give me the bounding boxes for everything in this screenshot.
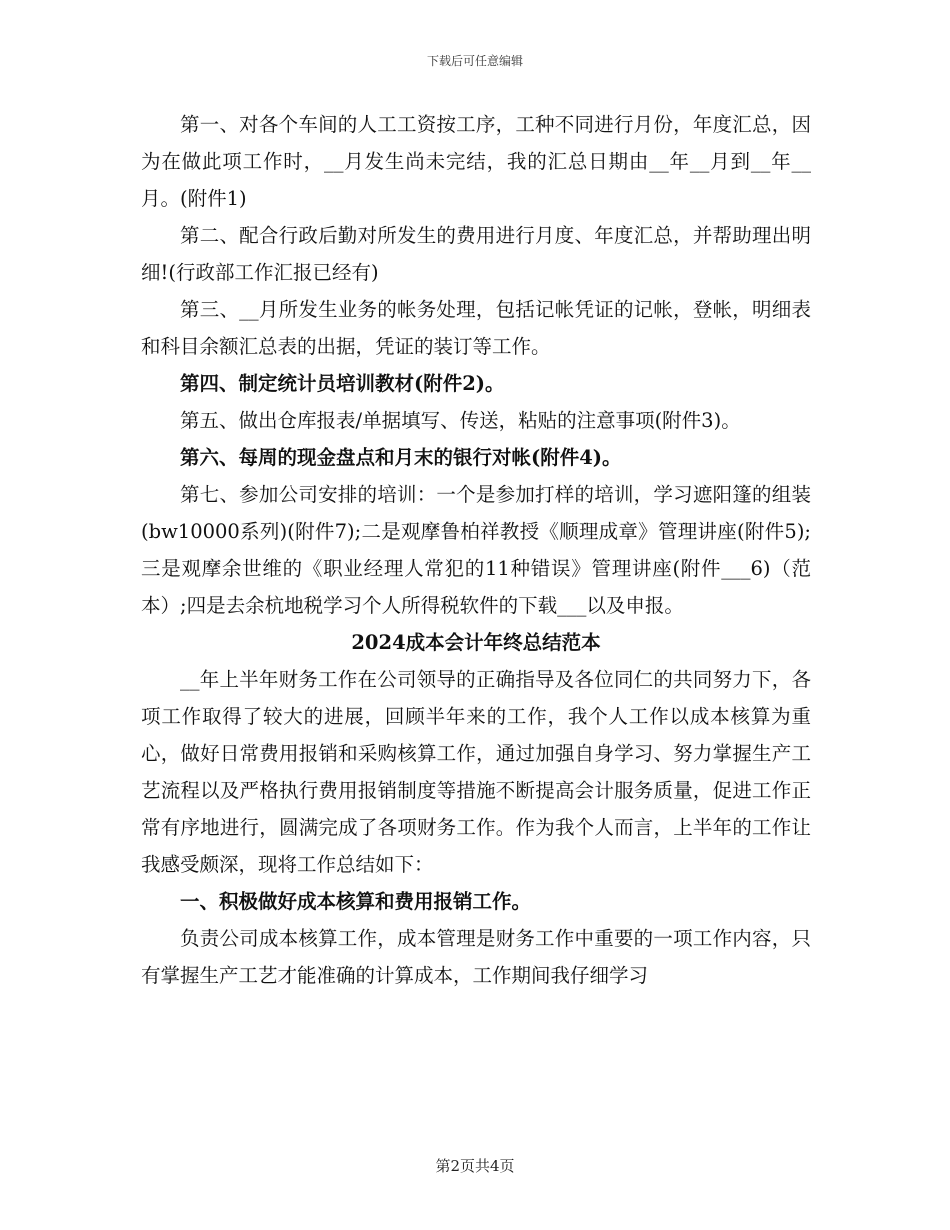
paragraph-fifth: 第五、做出仓库报表/单据填写、传送，粘贴的注意事项(附件3)。 — [180, 409, 741, 432]
paragraph-first: 第一、对各个车间的人工工资按工序，工种不同进行月份，年度汇总，因为在做此项工作时，__月发生尚未完结，我的汇总日期由__年__月到__年__月。(附件1) — [141, 113, 811, 210]
section-body-paragraph: 负责公司成本核算工作，成本管理是财务工作中重要的一项工作内容，只有掌握生产工艺才能准确的计算成本，工作期间我仔细学习 — [141, 927, 811, 987]
page-number: 第2页共4页 — [435, 1157, 515, 1175]
paragraph-third: 第三、__月所发生业务的帐务处理，包括记帐凭证的记帐，登帐，明细表和科目余额汇总表的出据，凭证的装订等工作。 — [141, 298, 811, 358]
paragraph-sixth: 第六、每周的现金盘点和月末的银行对帐(附件4)。 — [180, 446, 622, 469]
document-body — [141, 106, 811, 994]
paragraph-fourth: 第四、制定统计员培训教材(附件2)。 — [180, 372, 505, 395]
paragraph-seventh: 第七、参加公司安排的培训：一个是参加打样的培训，学习遮阳篷的组装(bw10000系列)(附件7);二是观摩鲁柏祥教授《顺理成章》管理讲座(附件5);三是观摩余世维的《职业经理人常犯的11种错误》管理讲座(附件___6)（范本）;四是去余杭地税学习个人所得税软件的下载___以及申报。 — [141, 483, 811, 617]
page-header: 下载后可任意编辑 — [426, 54, 523, 68]
paragraph-second: 第二、配合行政后勤对所发生的费用进行月度、年度汇总，并帮助理出明细!(行政部工作汇报已经有) — [141, 224, 811, 284]
section-intro-paragraph: __年上半年财务工作在公司领导的正确指导及各位同仁的共同努力下，各项工作取得了较大的进展，回顾半年来的工作，我个人工作以成本核算为重心，做好日常费用报销和采购核算工作，通过加强自身学习、努力掌握生产工艺流程以及严格执行费用报销制度等措施不断提高会计服务质量，促进工作正常有序地进行，圆满完成了各项财务工作。作为我个人而言，上半年的工作让我感受颇深，现将工作总结如下： — [141, 668, 811, 876]
section-heading-one: 一、积极做好成本核算和费用报销工作。 — [180, 890, 532, 913]
section-title: 2024成本会计年终总结范本 — [351, 631, 601, 654]
